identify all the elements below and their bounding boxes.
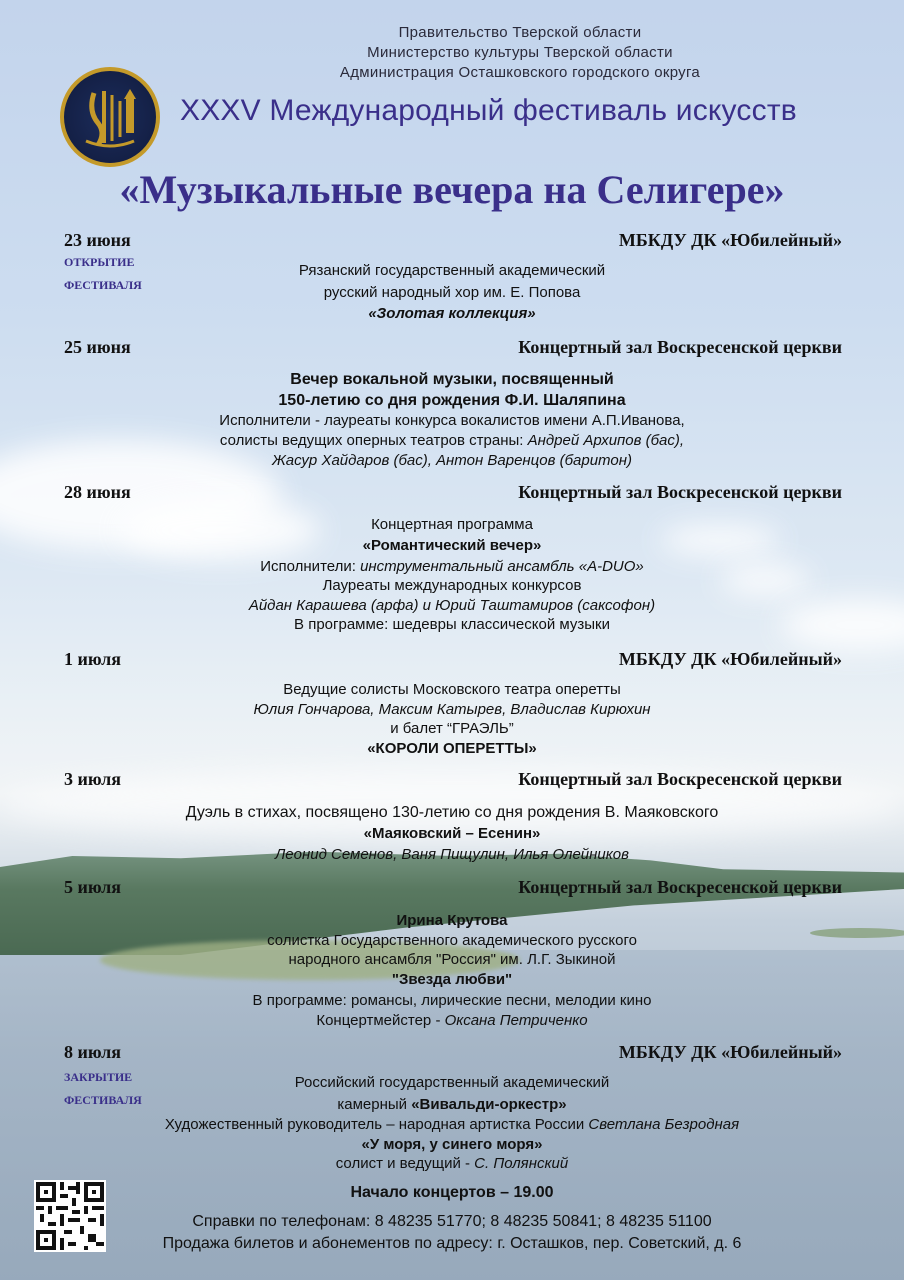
event-performers: Жасур Хайдаров (бас), Антон Варенцов (баритон) (272, 452, 632, 469)
page-title: «Музыкальные вечера на Селигере» (119, 167, 785, 212)
event-text (0, 432, 904, 449)
event-performers: инструментальный ансамбль «A-DUO» (360, 558, 644, 575)
event-performers: Юлия Гончарова, Максим Катырев, Владислав Кирюхин (253, 701, 651, 718)
event-text-part: солист и ведущий - (335, 1155, 475, 1172)
event-text: народного ансамбля "Россия" им. Л.Г. Зыкиной (288, 951, 616, 968)
event-text: Лауреаты международных конкурсов (322, 577, 582, 594)
event-text (0, 1155, 904, 1172)
event-date: 1 июля (64, 649, 122, 669)
event-text: Ведущие солисты Московского театра оперетты (283, 681, 621, 698)
event-text (0, 1096, 904, 1113)
event-text (0, 1012, 904, 1029)
event-venue: Концертный зал Воскресенской церкви (518, 337, 842, 357)
event-text-part: Художественный руководитель – народная артистка России (164, 1116, 589, 1133)
event-date: 23 июня (64, 230, 131, 250)
org-line-2: Министерство культуры Тверской области (367, 44, 673, 61)
event-date: 25 июня (64, 337, 131, 357)
closing-badge-line-2: ФЕСТИВАЛЯ (64, 1093, 142, 1107)
festival-logo-icon (60, 67, 160, 167)
event-text: Российский государственный академический (294, 1074, 610, 1091)
concert-start-time: Начало концертов – 19.00 (350, 1184, 554, 1201)
event-venue: МБКДУ ДК «Юбилейный» (618, 1042, 842, 1062)
event-text (0, 558, 904, 575)
opening-badge-line-1: ОТКРЫТИЕ (64, 255, 135, 269)
org-line-1: Правительство Тверской области (398, 24, 642, 41)
ticket-address: Продажа билетов и абонементов по адресу: г. Осташков, пер. Советский, д. 6 (162, 1235, 742, 1252)
event-venue: Концертный зал Воскресенской церкви (518, 482, 842, 502)
opening-badge-line-2: ФЕСТИВАЛЯ (64, 278, 142, 292)
event-text-part: солисты ведущих оперных театров страны: (219, 432, 528, 449)
closing-badge-line-1: ЗАКРЫТИЕ (64, 1070, 133, 1084)
event-performers: Светлана Безродная (588, 1116, 740, 1133)
event-performers: Андрей Архипов (бас), (527, 432, 685, 449)
event-venue: МБКДУ ДК «Юбилейный» (618, 649, 842, 669)
event-text (0, 1116, 904, 1133)
event-text: и балет “ГРАЭЛЬ” (390, 720, 514, 737)
event-text: Рязанский государственный академический (298, 262, 606, 279)
event-date: 3 июля (64, 769, 122, 789)
event-performers: Леонид Семенов, Ваня Пищулин, Илья Олейников (275, 846, 629, 863)
event-program-title: «У моря, у синего моря» (361, 1136, 543, 1153)
event-program-title: «Маяковский – Есенин» (363, 825, 541, 842)
event-venue: Концертный зал Воскресенской церкви (518, 769, 842, 789)
event-venue: Концертный зал Воскресенской церкви (518, 877, 842, 897)
event-date: 5 июля (64, 877, 122, 897)
event-program-title: Вечер вокальной музыки, посвященный (290, 371, 614, 388)
event-text: В программе: романсы, лирические песни, мелодии кино (252, 992, 652, 1009)
event-performers: Айдан Карашева (арфа) и Юрий Таштамиров (саксофон) (248, 597, 656, 614)
event-performers: Оксана Петриченко (444, 1012, 588, 1029)
event-performers: Ирина Крутова (396, 912, 508, 929)
event-date: 8 июля (64, 1042, 122, 1062)
festival-name: XXXV Международный фестиваль искусств (180, 94, 797, 127)
event-program-title: «Романтический вечер» (362, 537, 542, 554)
org-line-3: Администрация Осташковского городского округа (339, 64, 701, 81)
event-program-title: 150-летию со дня рождения Ф.И. Шаляпина (278, 392, 626, 409)
event-text-part: Концертмейстер - (316, 1012, 445, 1029)
event-text: В программе: шедевры классической музыки (294, 616, 610, 633)
event-text: Исполнители - лауреаты конкурса вокалистов имени А.П.Иванова, (219, 412, 685, 429)
event-program-title: "Звезда любви" (391, 971, 513, 988)
event-program-title: «КОРОЛИ ОПЕРЕТТЫ» (367, 740, 537, 757)
event-text-part: Исполнители: (260, 558, 361, 575)
event-text: солистка Государственного академического русского (267, 932, 637, 949)
event-text: Дуэль в стихах, посвящено 130-летию со дня рождения В. Маяковского (185, 804, 719, 821)
event-venue: МБКДУ ДК «Юбилейный» (618, 230, 842, 250)
event-program-title: «Золотая коллекция» (368, 305, 536, 322)
event-date: 28 июня (64, 482, 131, 502)
event-performers: С. Полянский (474, 1155, 569, 1172)
event-text: Концертная программа (371, 516, 533, 533)
event-text: русский народный хор им. Е. Попова (323, 284, 581, 301)
event-performers: «Вивальди-оркестр» (411, 1096, 567, 1113)
event-text-part: камерный (337, 1096, 412, 1113)
phone-info: Справки по телефонам: 8 48235 51770; 8 48235 50841; 8 48235 51100 (192, 1213, 712, 1230)
